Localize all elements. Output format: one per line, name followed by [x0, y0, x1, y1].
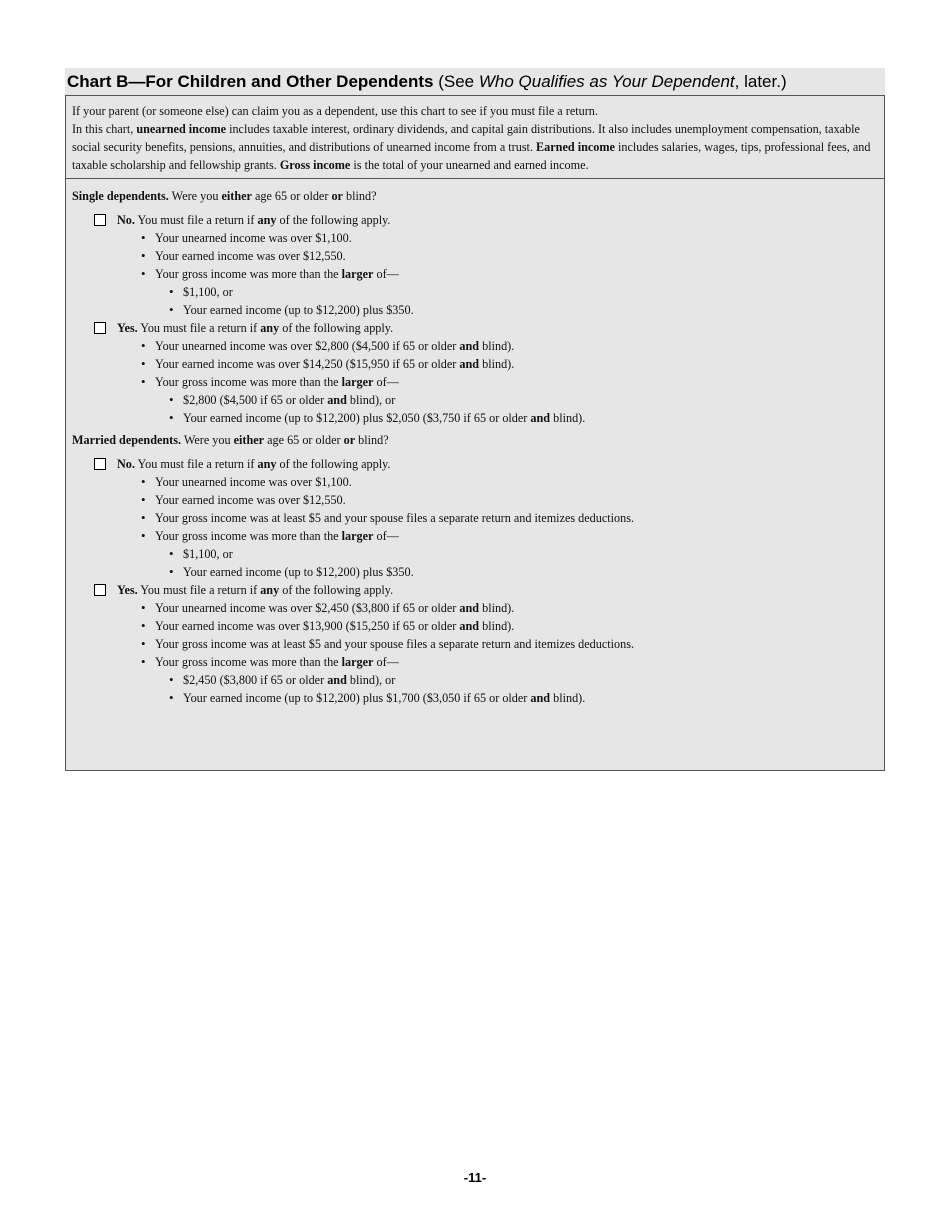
list-item [169, 689, 876, 707]
item-emphasis: larger [341, 267, 374, 281]
item-emphasis: larger [341, 529, 374, 543]
item-emphasis: and [459, 619, 480, 633]
married-dependents-heading [72, 431, 876, 449]
heading-emphasis: or [331, 189, 343, 203]
chart-title-main: Chart B—For Children and Other Dependents [67, 72, 434, 91]
option-text: of the following apply. [279, 583, 394, 597]
item-text: blind). [550, 411, 586, 425]
option-text: of the following apply. [276, 213, 391, 227]
heading-text: blind? [342, 189, 377, 203]
item-text: blind). [479, 357, 515, 371]
list-item [141, 337, 876, 355]
page-number: -11- [463, 1170, 487, 1185]
option-text: You must file a return if [137, 321, 261, 335]
option-text: of the following apply. [279, 321, 394, 335]
item-text: blind). [550, 691, 586, 705]
list-item [141, 653, 876, 707]
item-text: of— [373, 375, 399, 389]
sub-condition-list [155, 391, 876, 427]
married-no-checkbox[interactable] [94, 458, 106, 470]
option-emphasis: any [260, 321, 280, 335]
item-text: Your gross income was more than the [155, 375, 342, 389]
list-item: • Your earned income was over $12,550. [141, 491, 876, 509]
list-item [141, 617, 876, 635]
heading-text: age 65 or older [264, 433, 344, 447]
item-emphasis: and [459, 339, 480, 353]
heading-text: Were you [181, 433, 234, 447]
item-text: $2,450 ($3,800 if 65 or older [183, 673, 328, 687]
list-item: • $1,100, or [169, 545, 876, 563]
heading-text: blind? [355, 433, 389, 447]
heading-text: age 65 or older [251, 189, 332, 203]
chart-intro [66, 96, 884, 179]
single-no-checkbox[interactable] [94, 214, 106, 226]
item-emphasis: and [327, 393, 347, 407]
list-item: • Your gross income was at least $5 and your spouse files a separate return and itemizes deductions. [141, 509, 876, 527]
condition-list [117, 337, 876, 427]
option-label: Yes. [117, 321, 138, 335]
list-item [141, 527, 876, 581]
item-text: $2,800 ($4,500 if 65 or older [183, 393, 328, 407]
intro-text: includes taxable interest, ordinary dividends, and capital gain distributions. It also includes unemployment compensation, taxable social security benefits, pensions, annuities, and distributions of unearned income from a trust. [72, 122, 860, 154]
item-text: Your earned income (up to $12,200) plus $1,700 ($3,050 if 65 or older [183, 691, 531, 705]
option-label: No. [117, 457, 135, 471]
option-label: No. [117, 213, 135, 227]
item-text: Your gross income was more than the [155, 655, 342, 669]
list-item [169, 671, 876, 689]
list-item: • Your earned income was over $12,550. [141, 247, 876, 265]
list-item: • Your gross income was at least $5 and your spouse files a separate return and itemizes deductions. [141, 635, 876, 653]
item-emphasis: larger [341, 375, 374, 389]
item-emphasis: larger [341, 655, 374, 669]
item-text: Your earned income (up to $12,200) plus $2,050 ($3,750 if 65 or older [183, 411, 531, 425]
chart-title [65, 68, 885, 95]
item-text: Your earned income was over $14,250 ($15,950 if 65 or older [155, 357, 460, 371]
item-text: blind), or [346, 673, 396, 687]
intro-term-earned: Earned income [536, 140, 615, 154]
sub-condition-list [155, 545, 876, 581]
intro-text: includes salaries, wages, tips, professional fees, and taxable scholarship and fellowship grants. [72, 140, 871, 172]
chart-box [65, 95, 885, 771]
list-item: • Your earned income (up to $12,200) plus $350. [169, 563, 876, 581]
list-item [169, 409, 876, 427]
chart-title-see-link-text: Who Qualifies as Your Dependent [478, 72, 735, 91]
heading-emphasis: either [233, 433, 265, 447]
item-text: Your gross income was more than the [155, 529, 342, 543]
option-heading [117, 455, 876, 473]
item-emphasis: and [459, 601, 480, 615]
item-text: Your earned income was over $13,900 ($15,250 if 65 or older [155, 619, 460, 633]
married-no-option [72, 455, 876, 581]
item-text: blind). [479, 601, 515, 615]
option-heading [117, 211, 876, 229]
item-text: Your gross income was more than the [155, 267, 342, 281]
condition-list [117, 229, 876, 319]
single-yes-option [72, 319, 876, 427]
list-item: • Your earned income (up to $12,200) plus $350. [169, 301, 876, 319]
sub-condition-list [155, 283, 876, 319]
heading-emphasis: or [343, 433, 356, 447]
chart-title-see-suffix: , later.) [734, 72, 787, 91]
item-text: Your unearned income was over $2,800 ($4,500 if 65 or older [155, 339, 460, 353]
list-item: • Your unearned income was over $1,100. [141, 473, 876, 491]
condition-list [117, 473, 876, 581]
intro-term-gross: Gross income [279, 158, 351, 172]
item-text: Your unearned income was over $2,450 ($3,800 if 65 or older [155, 601, 460, 615]
item-emphasis: and [530, 691, 551, 705]
list-item: • Your unearned income was over $1,100. [141, 229, 876, 247]
heading-text: Were you [168, 189, 222, 203]
option-heading [117, 581, 876, 599]
list-item [141, 373, 876, 427]
intro-text: In this chart, [72, 122, 137, 136]
option-emphasis: any [257, 213, 277, 227]
item-emphasis: and [530, 411, 551, 425]
list-item: • $1,100, or [169, 283, 876, 301]
item-text: of— [373, 267, 399, 281]
option-heading [117, 319, 876, 337]
option-emphasis: any [257, 457, 277, 471]
married-yes-checkbox[interactable] [94, 584, 106, 596]
chart-title-see-prefix: (See [438, 72, 479, 91]
married-dependents-section [66, 431, 884, 707]
item-text: blind). [479, 339, 515, 353]
list-item [141, 355, 876, 373]
single-dependents-section [66, 187, 884, 427]
condition-list [117, 599, 876, 707]
intro-term-unearned: unearned income [136, 122, 227, 136]
option-text: You must file a return if [137, 583, 261, 597]
option-emphasis: any [260, 583, 280, 597]
single-dependents-heading [72, 187, 876, 205]
married-yes-option [72, 581, 876, 707]
intro-text: is the total of your unearned and earned income. [350, 158, 589, 172]
item-text: blind). [479, 619, 515, 633]
item-text: of— [373, 529, 399, 543]
option-text: You must file a return if [134, 457, 258, 471]
intro-line: If your parent (or someone else) can claim you as a dependent, use this chart to see if you must file a return. [72, 104, 598, 118]
heading-label: Single dependents. [72, 189, 169, 203]
item-emphasis: and [327, 673, 347, 687]
option-text: of the following apply. [276, 457, 391, 471]
intro-definitions [72, 120, 876, 174]
item-emphasis: and [459, 357, 480, 371]
option-label: Yes. [117, 583, 138, 597]
list-item [141, 265, 876, 319]
single-no-option [72, 211, 876, 319]
sub-condition-list [155, 671, 876, 707]
single-yes-checkbox[interactable] [94, 322, 106, 334]
item-text: blind), or [346, 393, 396, 407]
heading-label: Married dependents. [72, 433, 182, 447]
heading-emphasis: either [221, 189, 252, 203]
option-text: You must file a return if [134, 213, 258, 227]
list-item [169, 391, 876, 409]
list-item [141, 599, 876, 617]
item-text: of— [373, 655, 399, 669]
